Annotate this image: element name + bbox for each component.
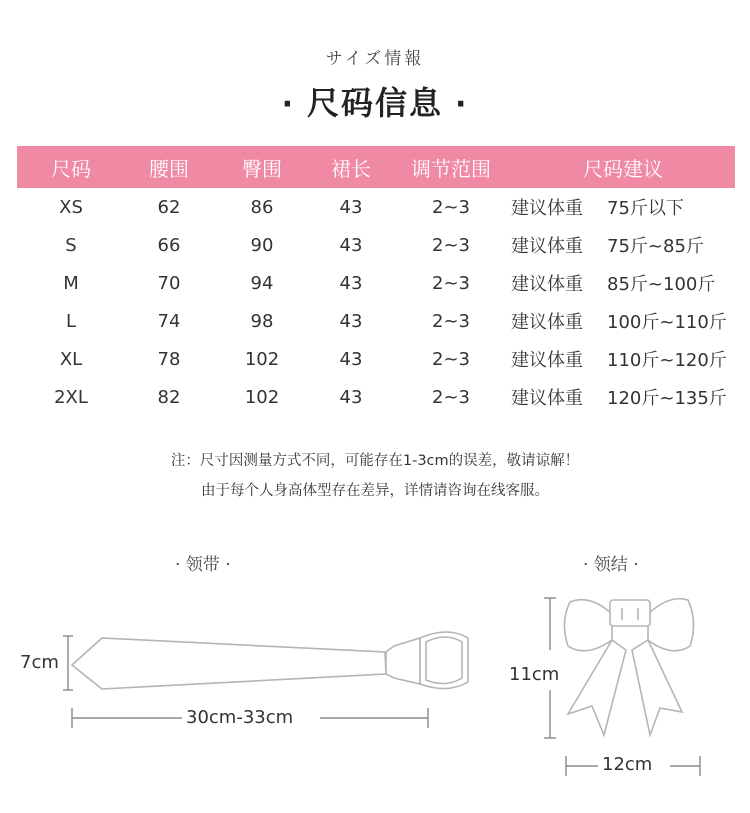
column-header: 调节范围 [411,156,491,181]
table-cell: M [63,272,79,294]
weight-label: 建议体重 [511,388,583,409]
weight-range: 100斤~110斤 [607,312,727,333]
table-cell: 90 [250,234,274,256]
table-cell: 43 [339,386,363,408]
table-cell: 98 [250,310,274,332]
column-header: 腰围 [149,156,189,181]
title-text: 尺码信息 [306,84,443,122]
table-cell: 43 [339,234,363,256]
weight-label: 建议体重 [511,312,583,333]
necktie-icon [72,632,468,689]
column-header: 尺码建议 [583,156,663,181]
table-cell: 2~3 [432,272,470,294]
table-cell: 2~3 [432,196,470,218]
table-cell: 86 [250,196,274,218]
table-cell: 2~3 [432,386,470,408]
table-cell: 2~3 [432,348,470,370]
weight-range: 85斤~100斤 [607,274,716,295]
weight-label: 建议体重 [511,274,583,295]
weight-range: 75斤~85斤 [607,236,704,257]
weight-range: 110斤~120斤 [607,350,727,371]
table-cell: 70 [157,272,181,294]
weight-label: 建议体重 [511,198,583,219]
bow-height-label: 11cm [509,664,560,685]
table-cell: 62 [157,196,181,218]
table-cell: XL [59,348,83,370]
table-cell: 2~3 [432,234,470,256]
table-cell: 102 [244,386,280,408]
column-header: 裙长 [331,156,371,181]
table-cell: XS [59,196,83,218]
column-header: 尺码 [51,156,91,181]
title-dot-left: · [281,87,295,122]
note-line-1: 注：尺寸因测量方式不同，可能存在1-3cm的误差，敬请谅解！ [170,453,580,469]
table-cell: 82 [157,386,181,408]
table-cell: 94 [250,272,274,294]
column-header: 臀围 [242,156,282,181]
note-line-2: 由于每个人身高体型存在差异，详情请咨询在线客服。 [201,483,549,499]
weight-range: 75斤以下 [607,198,684,219]
subtitle: サイズ情報 [325,49,425,69]
table-cell: 43 [339,196,363,218]
tie-height-dimension [63,636,73,690]
bow-width-label: 12cm [602,754,653,775]
tie-label: · 领带 · [175,555,231,575]
table-cell: 78 [157,348,181,370]
bow-icon [564,599,693,735]
table-cell: 74 [157,310,181,332]
bow-label: · 领结 · [583,555,639,575]
table-cell: 66 [157,234,181,256]
weight-label: 建议体重 [511,236,583,257]
title-dot-right: · [455,87,469,122]
weight-range: 120斤~135斤 [607,388,727,409]
tie-height-label: 7cm [20,652,59,673]
table-cell: 2~3 [432,310,470,332]
weight-label: 建议体重 [511,350,583,371]
tie-length-label: 30cm-33cm [186,707,294,728]
table-cell: 43 [339,310,363,332]
table-cell: 43 [339,348,363,370]
table-cell: S [65,234,77,256]
table-cell: 43 [339,272,363,294]
table-cell: L [65,310,77,332]
table-cell: 2XL [54,386,88,408]
table-cell: 102 [244,348,280,370]
